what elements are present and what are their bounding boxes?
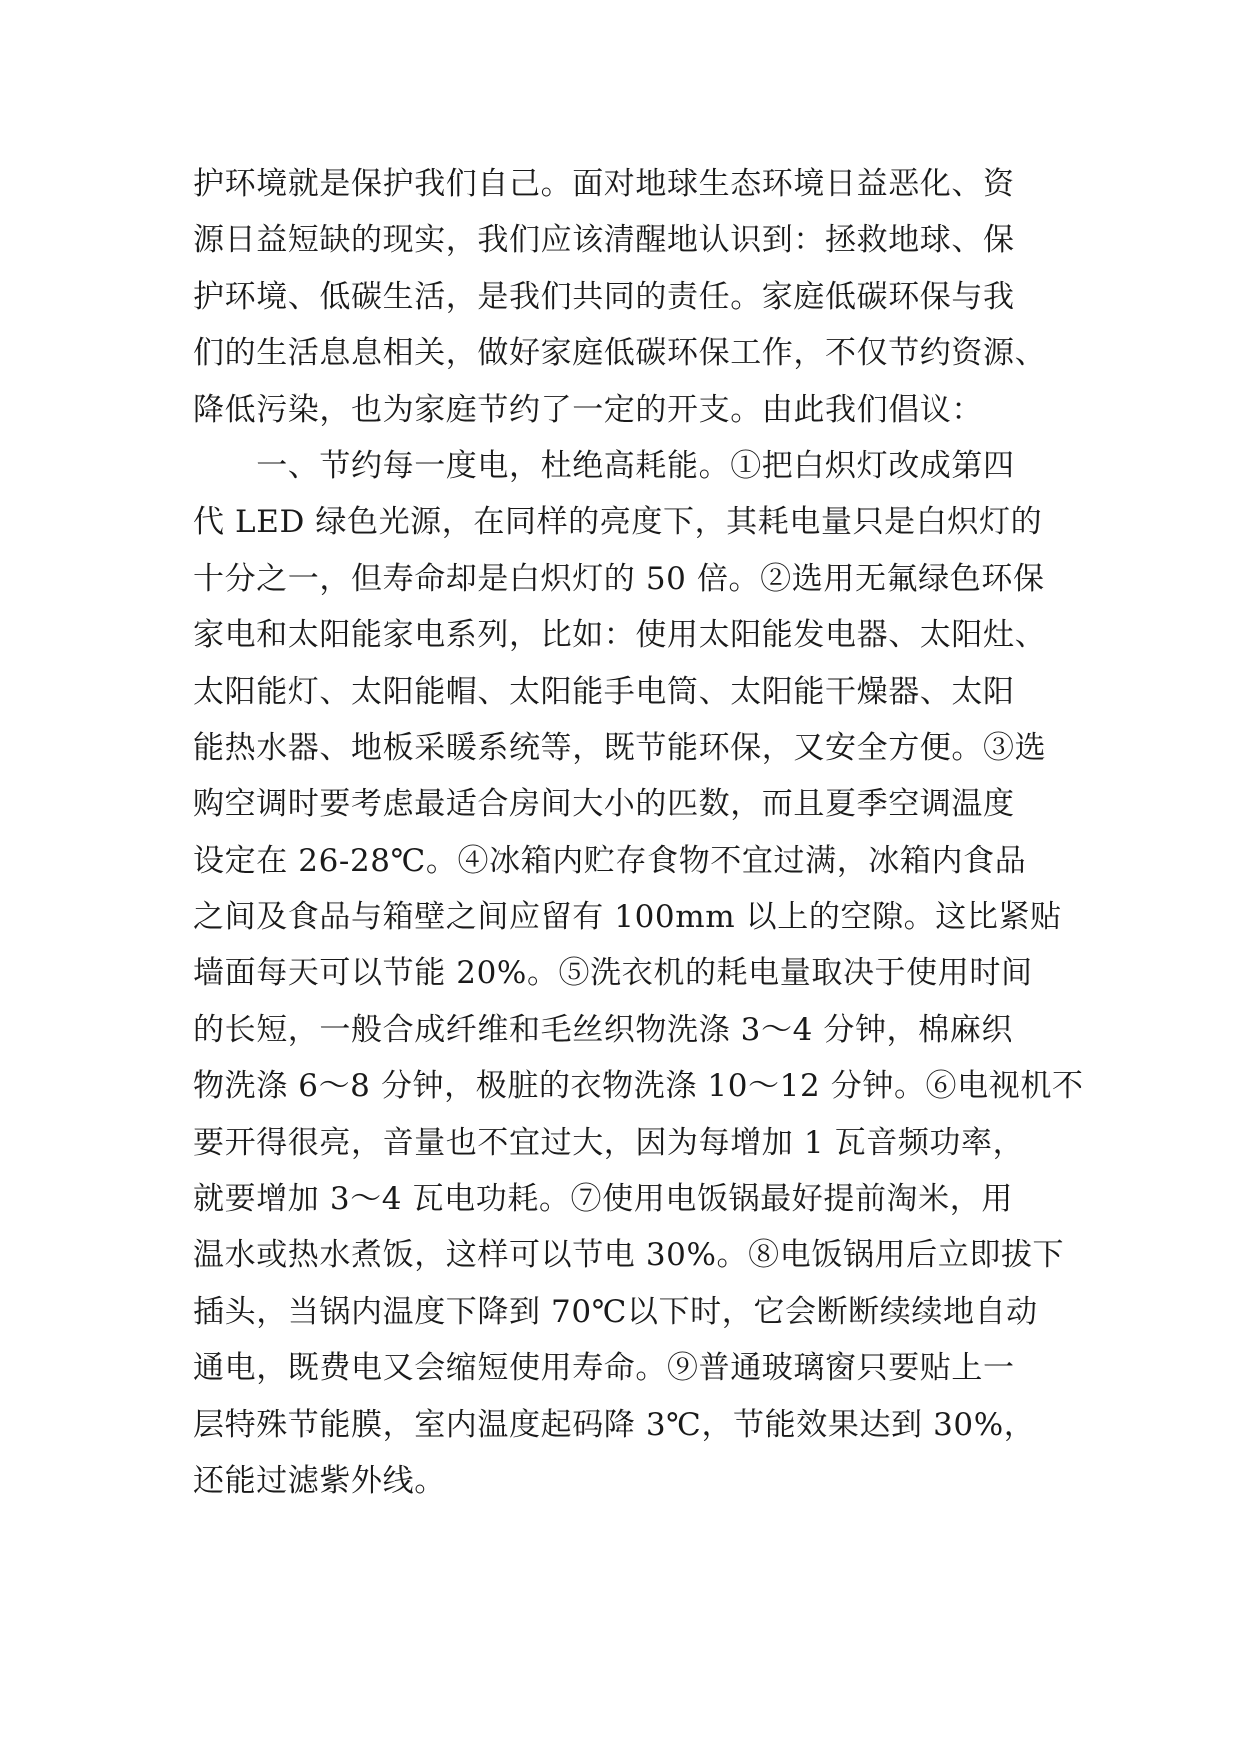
text-line: 护环境、低碳生活，是我们共同的责任。家庭低碳环保与我: [193, 278, 1015, 315]
text-line: 就要增加 3～4 瓦电功耗。⑦使用电饭锅最好提前淘米，用: [193, 1181, 1013, 1218]
text-line: 们的生活息息相关，做好家庭低碳环保工作，不仅节约资源、: [193, 335, 1047, 372]
text-line: 温水或热水煮饭，这样可以节电 30%。⑧电饭锅用后立即拔下: [193, 1237, 1065, 1274]
body-text: [193, 156, 1084, 1509]
text-line: 代 LED 绿色光源，在同样的亮度下，其耗电量只是白炽灯的: [193, 504, 1043, 541]
text-line: 还能过滤紫外线。: [193, 1462, 446, 1499]
text-line: 物洗涤 6～8 分钟，极脏的衣物洗涤 10～12 分钟。⑥电视机不: [193, 1068, 1084, 1105]
text-line: 设定在 26-28℃。④冰箱内贮存食物不宜过满，冰箱内食品: [193, 842, 1027, 879]
text-line: 的长短，一般合成纤维和毛丝织物洗涤 3～4 分钟，棉麻织: [193, 1011, 1013, 1048]
text-line: 通电，既费电又会缩短使用寿命。⑨普通玻璃窗只要贴上一: [193, 1350, 1015, 1387]
text-line: 之间及食品与箱壁之间应留有 100mm 以上的空隙。这比紧贴: [193, 899, 1062, 936]
text-line: 源日益短缺的现实，我们应该清醒地认识到：拯救地球、保: [193, 222, 1015, 259]
text-line: 一、节约每一度电，杜绝高耗能。①把白炽灯改成第四: [193, 447, 1015, 484]
text-line: 插头，当锅内温度下降到 70℃以下时，它会断断续续地自动: [193, 1293, 1038, 1330]
text-line: 层特殊节能膜，室内温度起码降 3℃，节能效果达到 30%，: [193, 1406, 1036, 1443]
text-line: 家电和太阳能家电系列，比如：使用太阳能发电器、太阳灶、: [193, 617, 1047, 654]
text-line: 购空调时要考虑最适合房间大小的匹数，而且夏季空调温度: [193, 786, 1015, 823]
text-line: 降低污染，也为家庭节约了一定的开支。由此我们倡议：: [193, 391, 983, 428]
text-line: 能热水器、地板采暖系统等，既节能环保，又安全方便。③选: [193, 729, 1047, 766]
text-line: 墙面每天可以节能 20%。⑤洗衣机的耗电量取决于使用时间: [193, 955, 1033, 992]
text-line: 要开得很亮，音量也不宜过大，因为每增加 1 瓦音频功率，: [193, 1124, 1025, 1161]
text-line: 护环境就是保护我们自己。面对地球生态环境日益恶化、资: [193, 166, 1015, 202]
text-line: 太阳能灯、太阳能帽、太阳能手电筒、太阳能干燥器、太阳: [193, 673, 1015, 710]
text-line: 十分之一，但寿命却是白炽灯的 50 倍。②选用无氟绿色环保: [193, 560, 1045, 597]
